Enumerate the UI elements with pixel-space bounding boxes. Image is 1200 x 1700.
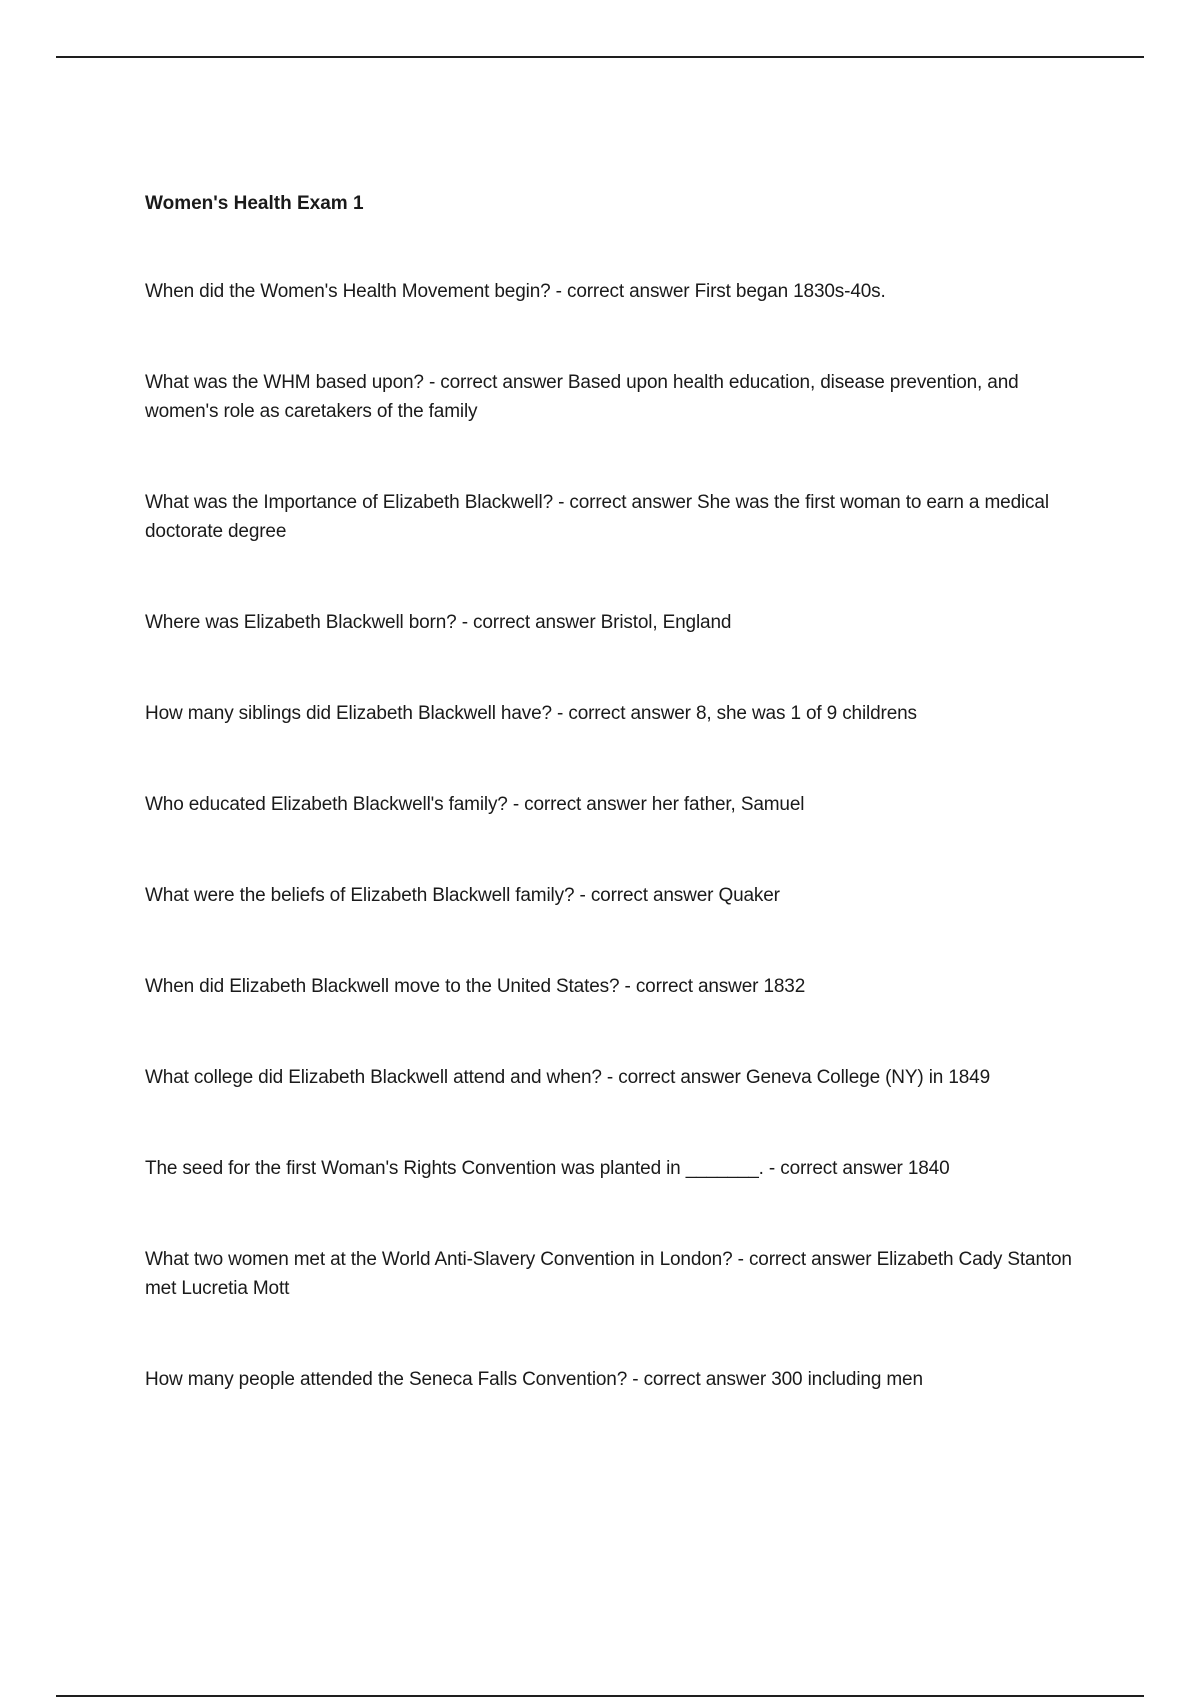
qa-item: What were the beliefs of Elizabeth Blackwell family? - correct answer Quaker [145,885,780,906]
qa-item: What was the Importance of Elizabeth Blackwell? - correct answer She was the first woman to earn a medical doctorate degree [145,492,1049,542]
qa-item: What was the WHM based upon? - correct answer Based upon health education, disease prevention, and women's role as caretakers of the family [145,372,1019,422]
qa-list [145,277,1095,1394]
bottom-divider [56,1695,1144,1697]
top-divider [56,56,1144,58]
qa-item: When did Elizabeth Blackwell move to the United States? - correct answer 1832 [145,976,806,997]
qa-item: Where was Elizabeth Blackwell born? - correct answer Bristol, England [145,612,732,633]
document-body [145,190,1095,1456]
qa-item: When did the Women's Health Movement begin? - correct answer First began 1830s-40s. [145,281,886,302]
qa-item: What two women met at the World Anti-Slavery Convention in London? - correct answer Elizabeth Cady Stanton met Lucretia Mott [145,1249,1072,1299]
qa-item: How many siblings did Elizabeth Blackwell have? - correct answer 8, she was 1 of 9 childrens [145,703,917,724]
qa-item: What college did Elizabeth Blackwell attend and when? - correct answer Geneva College (NY) in 1849 [145,1067,990,1088]
qa-item: How many people attended the Seneca Falls Convention? - correct answer 300 including men [145,1369,923,1390]
qa-item: The seed for the first Woman's Rights Convention was planted in _______. - correct answer 1840 [145,1158,950,1179]
qa-item: Who educated Elizabeth Blackwell's family? - correct answer her father, Samuel [145,794,805,815]
document-title: Women's Health Exam 1 [145,193,364,214]
